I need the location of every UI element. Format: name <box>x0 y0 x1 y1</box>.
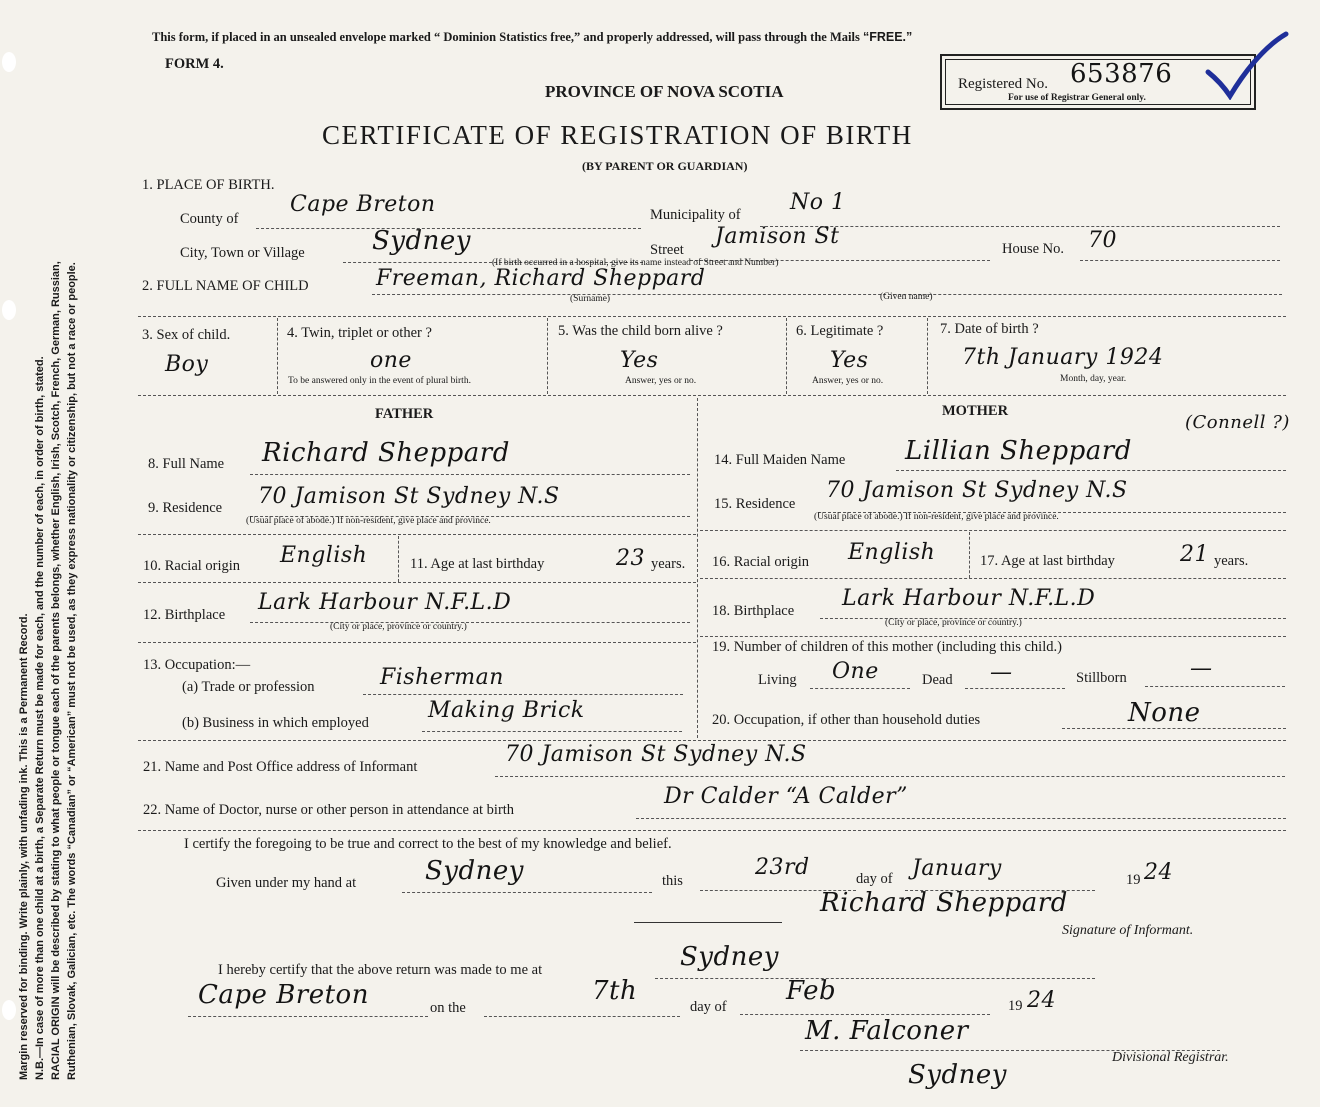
binding-hole <box>2 52 16 72</box>
father-name-value: Richard Sheppard <box>262 438 510 468</box>
father-trade-value: Fisherman <box>380 665 504 690</box>
municipality-value: No 1 <box>790 190 846 215</box>
postal-note-text: This form, if placed in an unsealed envelope marked “ Dominion Statistics free,” and properly addressed, will pass through the Mails <box>152 30 863 44</box>
registered-number: 653876 <box>1070 59 1173 89</box>
surname-note: (Surname) <box>570 294 611 304</box>
postal-note <box>152 30 912 45</box>
given-label: Given under my hand at <box>216 875 357 891</box>
twin-label: 4. Twin, triplet or other ? <box>287 325 432 341</box>
street-value: Jamison St <box>715 224 840 249</box>
mother-residence-label: 15. Residence <box>714 496 796 512</box>
doctor-label: 22. Name of Doctor, nurse or other person in attendance at birth <box>143 802 515 818</box>
father-business-value: Making Brick <box>428 698 585 723</box>
father-age-value: 23 <box>616 546 645 571</box>
dead-label: Dead <box>922 672 953 688</box>
dead-value: — <box>990 660 1013 685</box>
father-birthplace-note: (City or place, province or country.) <box>330 622 467 632</box>
county-value: Cape Breton <box>290 192 436 217</box>
sex-value: Boy <box>165 352 209 377</box>
informant-value: 70 Jamison St Sydney N.S <box>505 742 807 767</box>
sidebar-instructions <box>16 20 116 1080</box>
mother-age-value: 21 <box>1180 542 1209 567</box>
cert-month-value: January <box>912 856 1002 881</box>
mother-birthplace-value: Lark Harbour N.F.L.D <box>842 586 1096 611</box>
binding-hole <box>2 1000 16 1020</box>
mother-occupation-label: 20. Occupation, if other than household duties <box>712 712 981 728</box>
living-value: One <box>832 659 879 684</box>
date-label: 7. Date of birth ? <box>940 321 1039 337</box>
doctor-value: Dr Calder “A Calder” <box>664 784 908 809</box>
registrar-signature-place: Sydney <box>908 1060 1007 1090</box>
father-residence-label: 9. Residence <box>148 500 223 516</box>
mother-race-value: English <box>848 540 936 565</box>
check-mark-icon <box>1200 30 1290 100</box>
alive-note: Answer, yes or no. <box>625 376 697 386</box>
house-label: House No. <box>1002 241 1065 257</box>
binding-hole <box>2 300 16 320</box>
mother-occupation-value: None <box>1128 698 1201 728</box>
province-title: PROVINCE OF NOVA SCOTIA <box>545 82 784 101</box>
date-note: Month, day, year. <box>1060 374 1127 384</box>
father-residence-value: 70 Jamison St Sydney N.S <box>258 484 560 509</box>
city-label: City, Town or Village <box>180 245 305 261</box>
mother-age-unit: years. <box>1214 553 1249 569</box>
house-value: 70 <box>1088 228 1117 253</box>
given-place: Sydney <box>425 856 524 886</box>
father-age-unit: years. <box>651 556 686 572</box>
mother-age-label: 17. Age at last birthday <box>980 553 1115 569</box>
father-name-label: 8. Full Name <box>148 456 225 472</box>
twin-value: one <box>370 348 412 373</box>
father-occupation-label: 13. Occupation:— <box>143 657 251 673</box>
mother-residence-note: (Usual place of abode.) If non-resident, give place and province. <box>814 512 1059 522</box>
registrar-label: Divisional Registrar. <box>1112 1050 1229 1065</box>
registered-label: Registered No. <box>958 76 1048 92</box>
municipality-label: Municipality of <box>650 207 741 223</box>
registrar-dayof-label: day of <box>690 999 727 1015</box>
twin-note: To be answered only in the event of plural birth. <box>288 376 471 386</box>
father-age-label: 11. Age at last birthday <box>410 556 545 572</box>
registrar-statement: I hereby certify that the above return was made to me at <box>218 962 543 978</box>
registered-note: For use of Registrar General only. <box>1008 93 1146 103</box>
legitimate-value: Yes <box>830 348 869 373</box>
postal-note-free: “FREE.” <box>862 30 913 44</box>
mother-race-label: 16. Racial origin <box>712 554 810 570</box>
signature-label: Signature of Informant. <box>1062 923 1194 938</box>
page-subtitle: (BY PARENT OR GUARDIAN) <box>582 159 748 173</box>
father-business-label: (b) Business in which employed <box>182 715 369 731</box>
mother-birthplace-note: (City or place, province or country.) <box>885 618 1022 628</box>
legitimate-note: Answer, yes or no. <box>812 376 884 386</box>
mother-name-value: Lillian Sheppard <box>905 436 1132 466</box>
mother-name-label: 14. Full Maiden Name <box>714 452 846 468</box>
father-birthplace-value: Lark Harbour N.F.L.D <box>258 590 512 615</box>
cert-year-prefix: 19 <box>1126 872 1141 888</box>
mother-birthplace-label: 18. Birthplace <box>712 603 795 619</box>
sidebar-line: RACIAL ORIGIN will be described by stating to what people or tongue each of the parents belongs, whether English, Irish, Scotch, French, German, Russian, <box>50 261 62 1080</box>
informant-signature: Richard Sheppard <box>820 888 1068 918</box>
father-race-value: English <box>280 543 368 568</box>
mother-correction-note: (Connell ?) <box>1185 412 1290 433</box>
cert-dayof-label: day of <box>856 871 893 887</box>
certify-statement: I certify the foregoing to be true and correct to the best of my knowledge and belief. <box>184 836 672 852</box>
child-name-label: 2. FULL NAME OF CHILD <box>142 278 309 294</box>
registrar-county: Cape Breton <box>198 980 369 1010</box>
registrar-year-value: 24 <box>1027 988 1056 1013</box>
mother-children-label: 19. Number of children of this mother (including this child.) <box>712 639 1062 655</box>
father-heading: FATHER <box>375 406 434 422</box>
father-residence-note: (Usual place of abode.) If non-resident, give place and province. <box>246 516 491 526</box>
alive-label: 5. Was the child born alive ? <box>558 323 723 339</box>
registrar-day-value: 7th <box>592 976 638 1006</box>
alive-value: Yes <box>620 348 659 373</box>
this-label: this <box>662 873 683 889</box>
form-number: FORM 4. <box>165 56 224 72</box>
registrar-signature: M. Falconer <box>805 1016 969 1046</box>
mother-heading: MOTHER <box>942 403 1009 419</box>
hospital-note: (If birth occurred in a hospital, give its name instead of Street and Number) <box>492 258 779 268</box>
registrar-month-value: Feb <box>786 976 837 1006</box>
mother-residence-value: 70 Jamison St Sydney N.S <box>826 478 1128 503</box>
on-the-label: on the <box>430 1000 466 1016</box>
city-value: Sydney <box>372 226 471 256</box>
sidebar-line: Ruthenian, Slovak, Galician, etc. The words “Canadian” or “American” must not be used, as they express nationality or citizenship, but not a race or people. <box>66 262 78 1080</box>
legitimate-label: 6. Legitimate ? <box>796 323 884 339</box>
informant-label: 21. Name and Post Office address of Informant <box>143 759 418 775</box>
father-birthplace-label: 12. Birthplace <box>143 607 226 623</box>
stillborn-label: Stillborn <box>1076 670 1127 686</box>
registrar-place: Sydney <box>680 942 779 972</box>
cert-year-value: 24 <box>1144 860 1173 885</box>
sex-label: 3. Sex of child. <box>142 327 231 343</box>
sidebar-line: N.B.—In case of more than one child at a birth, a Separate Return must be made for each, and the number of each, in order of birth, stated. <box>34 356 46 1080</box>
sidebar-line: Margin reserved for binding. Write plainly, with unfading ink. This is a Permanent Record. <box>18 613 30 1080</box>
page-title: CERTIFICATE OF REGISTRATION OF BIRTH <box>322 120 913 150</box>
date-value: 7th January 1924 <box>962 345 1164 370</box>
registrar-year-prefix: 19 <box>1008 998 1023 1014</box>
child-name-value: Freeman, Richard Sheppard <box>376 266 706 291</box>
given-name-note: (Given name) <box>880 292 933 302</box>
county-label: County of <box>180 211 239 227</box>
cert-day-value: 23rd <box>755 855 810 880</box>
father-race-label: 10. Racial origin <box>143 558 241 574</box>
street-label: Street <box>650 242 684 258</box>
living-label: Living <box>758 672 797 688</box>
stillborn-value: — <box>1190 656 1213 681</box>
father-trade-label: (a) Trade or profession <box>182 679 315 695</box>
place-heading: 1. PLACE OF BIRTH. <box>142 177 275 193</box>
